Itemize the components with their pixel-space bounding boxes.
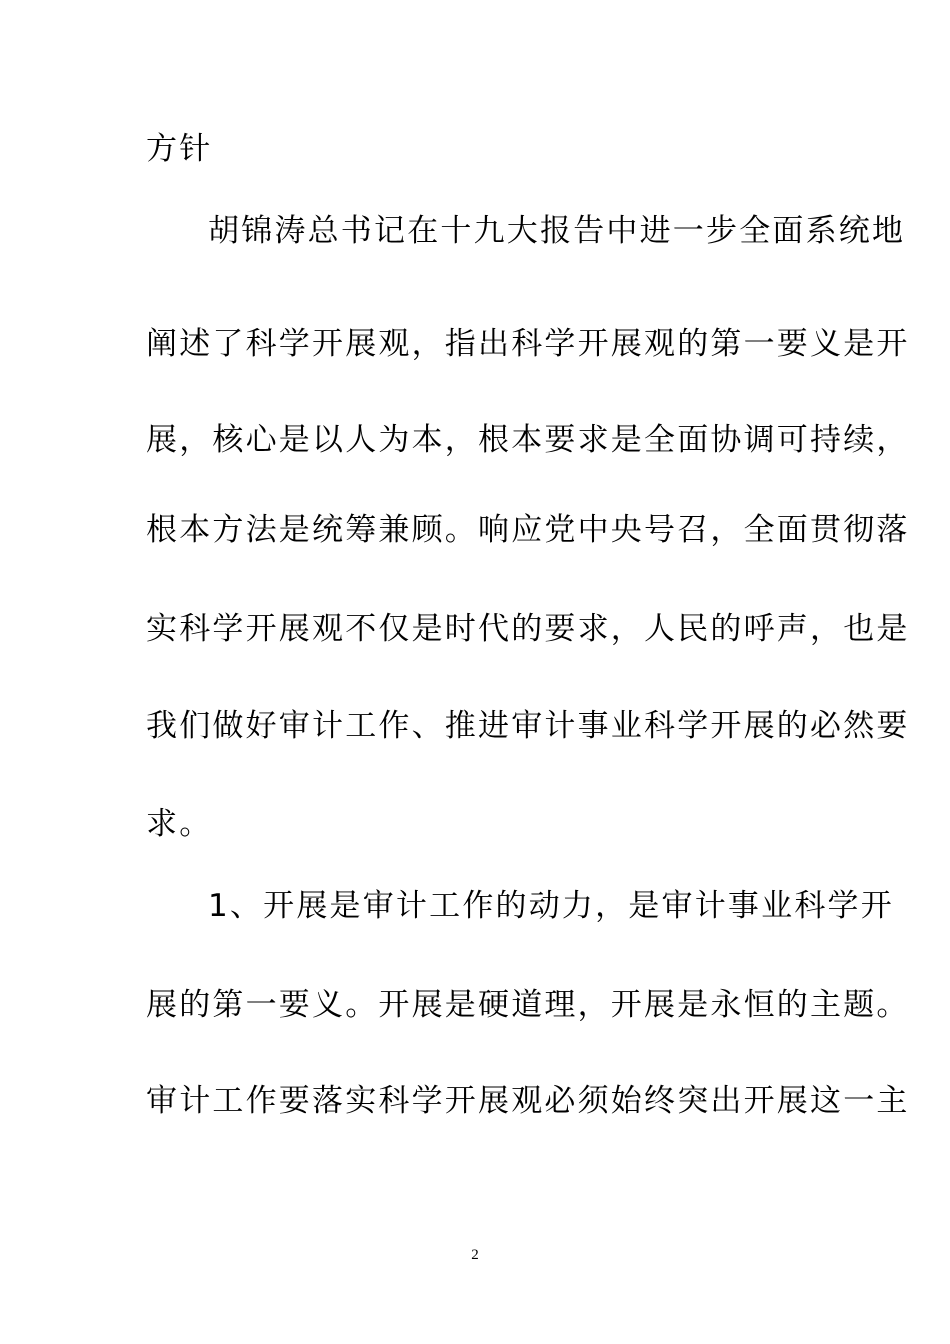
text-line: 求。 — [146, 806, 213, 842]
text-line: 展的第一要义。开展是硬道理，开展是永恒的主题。 — [146, 987, 910, 1023]
text-line: 实科学开展观不仅是时代的要求，人民的呼声，也是 — [146, 611, 910, 647]
text-line: 阐述了科学开展观，指出科学开展观的第一要义是开 — [146, 326, 910, 362]
paragraph-first-line: 1、开展是审计工作的动力，是审计事业科学开 — [208, 888, 894, 924]
text-line: 根本方法是统筹兼顾。响应党中央号召，全面贯彻落 — [146, 512, 910, 548]
text-line: 我们做好审计工作、推进审计事业科学开展的必然要 — [146, 708, 910, 744]
page-number: 2 — [471, 1247, 479, 1263]
text-line: 展，核心是以人为本，根本要求是全面协调可持续， — [146, 422, 910, 458]
text-line: 方针 — [146, 131, 213, 167]
paragraph-first-line: 胡锦涛总书记在十九大报告中进一步全面系统地 — [208, 213, 906, 249]
text-line: 审计工作要落实科学开展观必须始终突出开展这一主 — [146, 1083, 910, 1119]
